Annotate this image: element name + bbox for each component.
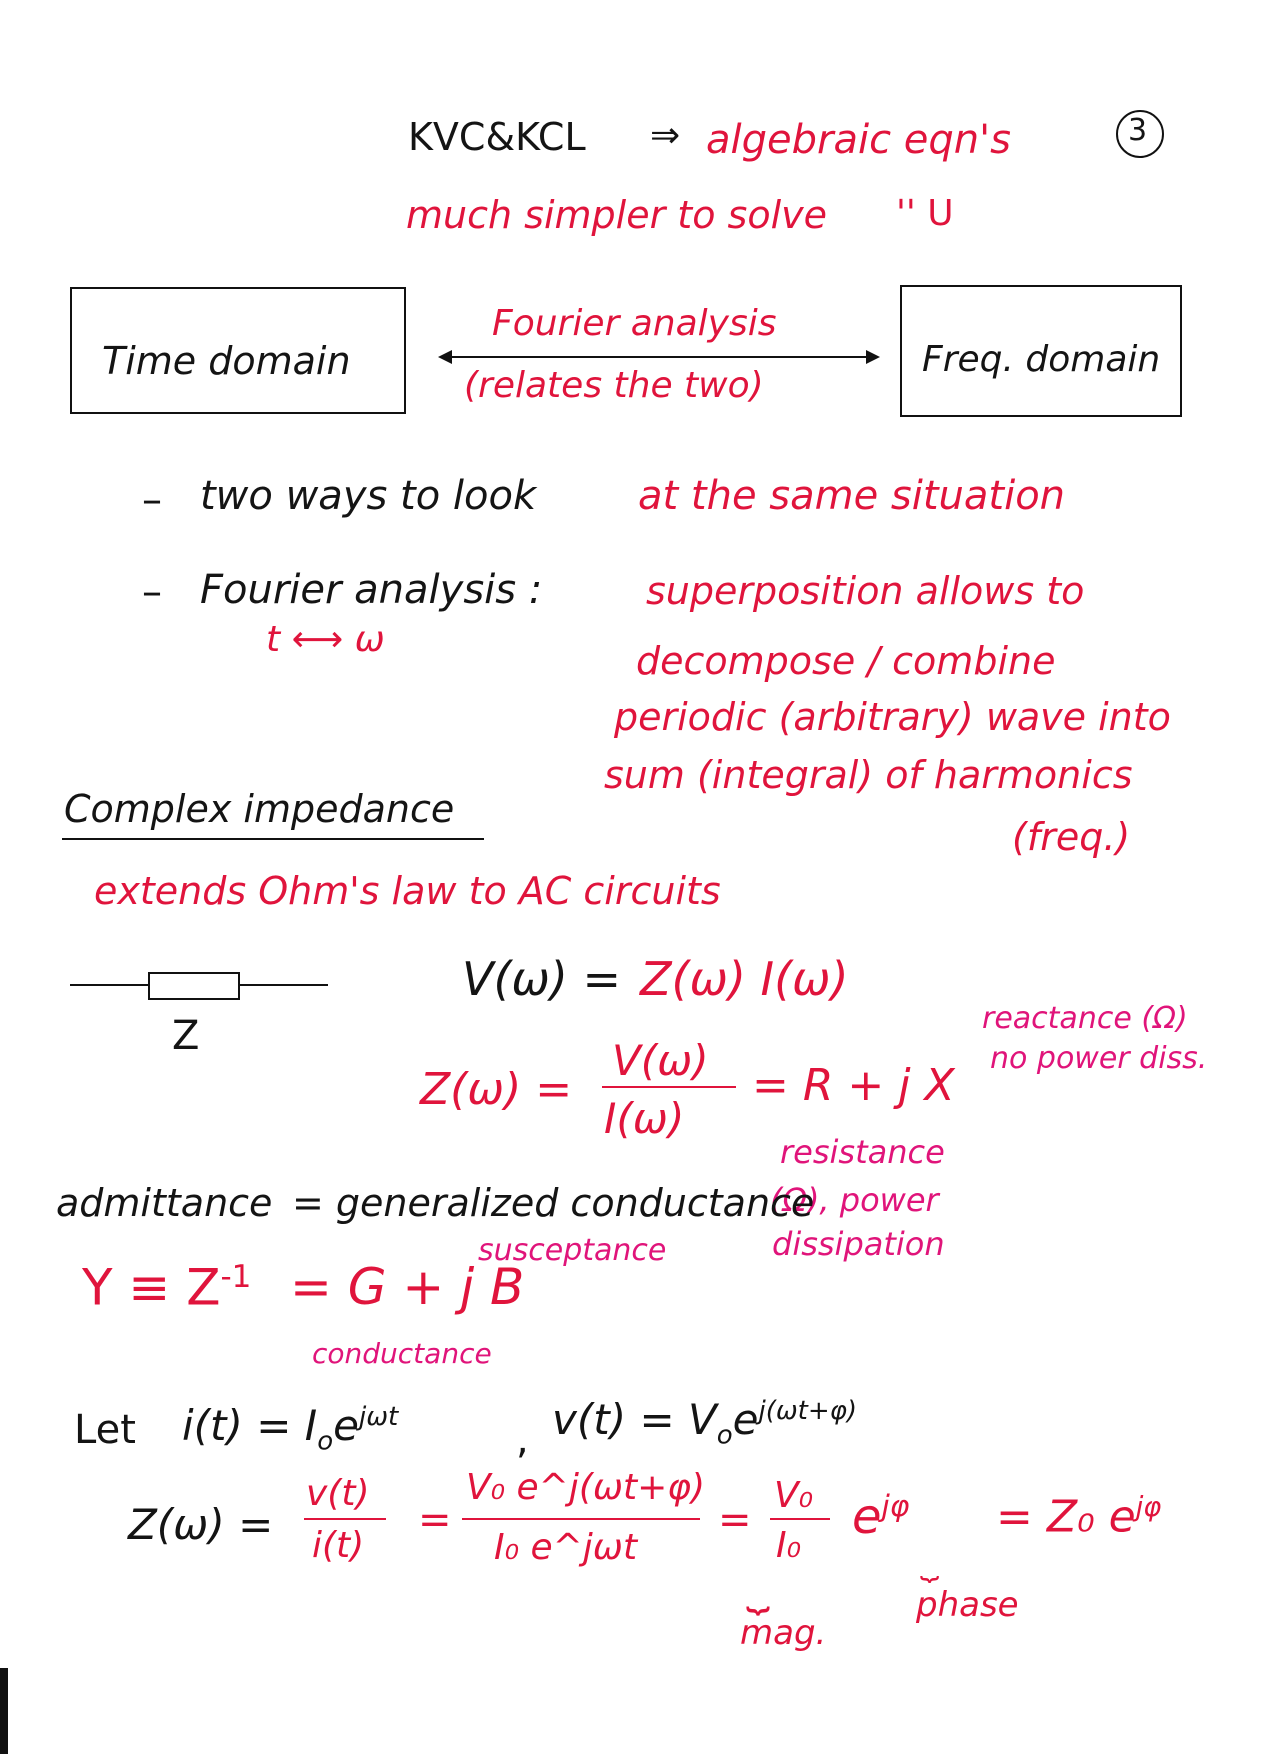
simpler-text: much simpler to solve: [406, 193, 827, 237]
zw-f3-den: I₀: [776, 1525, 802, 1566]
kvl-kcl-text: KVC&KCL: [408, 115, 586, 159]
zw-f1-num: v(t): [306, 1473, 370, 1514]
z-denominator: I(ω): [604, 1094, 685, 1143]
let-comma: ,: [516, 1417, 529, 1463]
smiley-icon: '' U: [896, 193, 954, 234]
resistance-note-3: dissipation: [772, 1225, 945, 1263]
zw-f1-den: i(t): [312, 1525, 365, 1566]
zw-f1-bar: [304, 1518, 386, 1520]
current-exp: jωt: [358, 1402, 399, 1432]
scan-edge-mark: [0, 1668, 8, 1754]
relates-label: (relates the two): [464, 365, 764, 406]
current-e: e: [333, 1401, 359, 1450]
reactance-note-1: reactance (Ω): [982, 1001, 1188, 1036]
resistor-label: Z: [172, 1013, 200, 1059]
zw-exponential: [852, 1489, 910, 1545]
voltage-lhs: v(t) = V: [552, 1395, 717, 1444]
zw-rhs: [996, 1491, 1162, 1543]
resistance-note-1: resistance: [780, 1133, 945, 1171]
formula-y-z: Y ≡ Z: [82, 1258, 221, 1317]
resistor-lead-right: [238, 984, 328, 986]
complex-impedance-heading: Complex impedance: [64, 787, 455, 831]
susceptance-label: susceptance: [478, 1233, 667, 1268]
bullet-1-black: two ways to look: [200, 473, 537, 519]
time-domain-label: Time domain: [102, 339, 351, 383]
z-lhs: Z(ω) =: [420, 1064, 573, 1115]
phase-label: phase: [916, 1585, 1019, 1625]
bullet-2-red-2: decompose / combine: [636, 639, 1056, 683]
z-fraction-bar: [602, 1086, 736, 1088]
phase-brace: ⏟: [920, 1543, 940, 1581]
current-sub: o: [317, 1426, 334, 1457]
zw-rhs-exp: jφ: [1135, 1492, 1162, 1523]
conductance-label: conductance: [312, 1337, 492, 1370]
current-lhs: i(t) = I: [182, 1401, 318, 1450]
implies-arrow: ⇒: [650, 115, 681, 156]
zw-f2-bar: [462, 1518, 700, 1520]
reactance-note-2: no power diss.: [990, 1041, 1208, 1076]
bullet-1-red: at the same situation: [638, 473, 1066, 519]
z-rhs: = R + j X: [752, 1060, 955, 1111]
bullet-dash-1: –: [142, 477, 162, 523]
admittance-formula: [82, 1258, 252, 1317]
resistor-lead-left: [70, 984, 150, 986]
zw-eq2: =: [718, 1497, 752, 1543]
zw-f2-num: V₀ e^j(ωt+φ): [466, 1467, 706, 1508]
double-arrow-line: [446, 356, 870, 358]
voltage-e: e: [732, 1395, 759, 1444]
bullet-2-red-4: sum (integral) of harmonics: [604, 753, 1133, 797]
heading-underline: [62, 838, 484, 840]
mag-brace: ⏟: [746, 1567, 770, 1613]
formula-exponent: -1: [220, 1259, 252, 1295]
zw-eq1: =: [418, 1497, 452, 1543]
mag-label: mag.: [740, 1613, 827, 1653]
let-text: Let: [74, 1407, 136, 1453]
admittance-label: admittance: [56, 1181, 273, 1225]
ohm-red: Z(ω) I(ω): [640, 952, 849, 1006]
voltage-def: [552, 1395, 858, 1451]
extends-text: extends Ohm's law to AC circuits: [94, 869, 721, 913]
zw-rhs-base: = Z₀ e: [996, 1491, 1136, 1543]
zw-lhs: Z(ω) =: [128, 1500, 274, 1549]
voltage-sub: o: [716, 1420, 733, 1451]
admittance-eq: = generalized conductance: [292, 1181, 815, 1225]
zw-f3-num: V₀: [774, 1475, 814, 1516]
ohm-black: V(ω) =: [462, 952, 622, 1006]
algebraic-text: algebraic eqn's: [706, 117, 1011, 163]
zw-f2-den: I₀ e^jωt: [494, 1527, 638, 1568]
arrow-left-head: [438, 350, 452, 364]
freq-domain-label: Freq. domain: [922, 339, 1161, 380]
zw-f3-bar: [770, 1518, 830, 1520]
t-omega-label: t ⟷ ω: [266, 619, 385, 660]
zw-e-exp: jφ: [881, 1489, 910, 1524]
z-numerator: V(ω): [612, 1036, 709, 1085]
bullet-2-red-1: superposition allows to: [646, 569, 1085, 613]
resistor-body: [148, 972, 240, 1000]
bullet-2-black: Fourier analysis :: [200, 567, 543, 613]
resistance-note-2: (Ω), power: [770, 1181, 939, 1219]
bullet-dash-2: –: [142, 569, 162, 615]
voltage-exp: j(ωt+φ): [758, 1396, 858, 1426]
bullet-2-red-5: (freq.): [1012, 815, 1131, 859]
zw-e: e: [852, 1489, 882, 1545]
admittance-rhs: = G + j B: [290, 1258, 525, 1316]
bullet-2-red-3: periodic (arbitrary) wave into: [614, 695, 1171, 739]
page-number: 3: [1128, 113, 1148, 148]
current-def: [182, 1401, 399, 1457]
arrow-right-head: [866, 350, 880, 364]
fourier-label: Fourier analysis: [492, 303, 777, 344]
